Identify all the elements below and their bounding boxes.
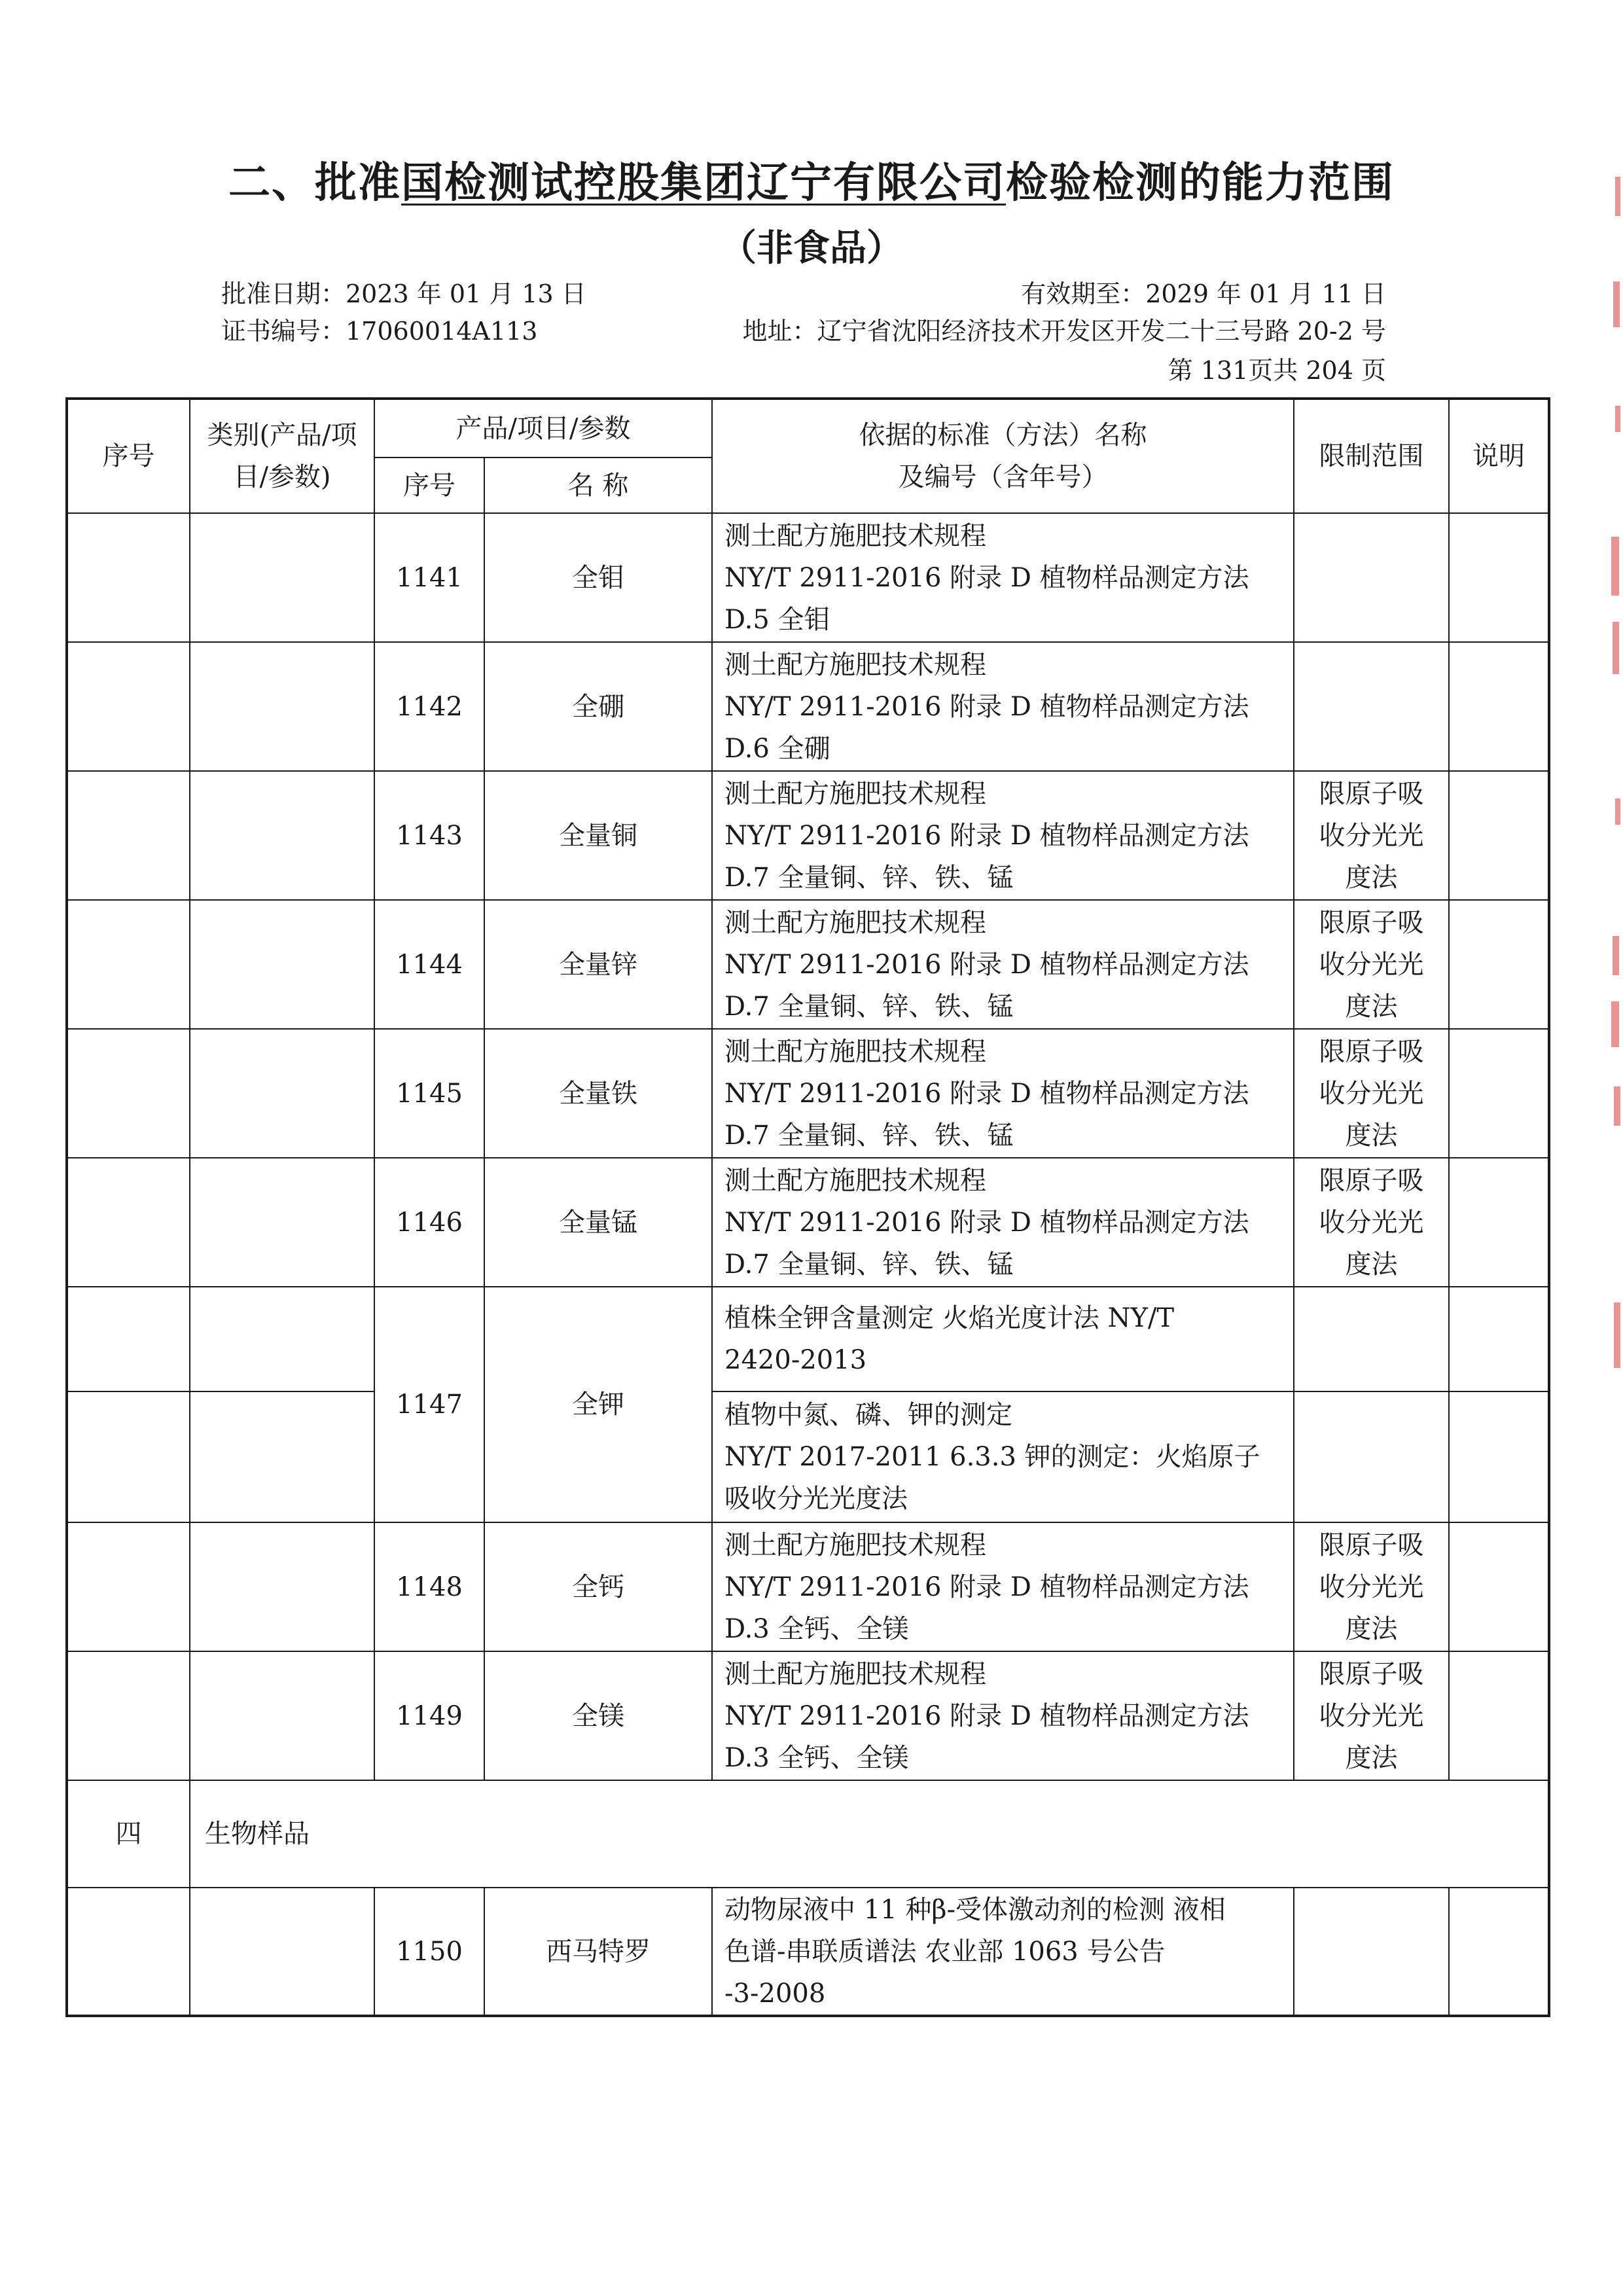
item-name: 全量铁	[484, 1029, 712, 1158]
standard-cell: 测土配方施肥技术规程 NY/T 2911-2016 附录 D 植物样品测定方法 D.3 全钙、全镁	[712, 1651, 1294, 1780]
standard-cell: 测土配方施肥技术规程 NY/T 2911-2016 附录 D 植物样品测定方法 D.7 全量铜、锌、铁、锰	[712, 1158, 1294, 1287]
standard-cell: 测土配方施肥技术规程 NY/T 2911-2016 附录 D 植物样品测定方法 D.7 全量铜、锌、铁、锰	[712, 1029, 1294, 1158]
seal-trace	[1613, 622, 1619, 674]
item-no: 1145	[374, 1029, 484, 1158]
item-name: 全钙	[484, 1522, 712, 1651]
table-row	[67, 1158, 1549, 1287]
item-no: 1144	[374, 900, 484, 1029]
table-row	[67, 1888, 1549, 2016]
standard-cell: 测土配方施肥技术规程 NY/T 2911-2016 附录 D 植物样品测定方法 D.5 全钼	[712, 513, 1294, 642]
seal-trace	[1614, 1086, 1620, 1126]
item-no: 1142	[374, 642, 484, 771]
capability-table	[65, 397, 1550, 2017]
document-subtitle: （非食品）	[720, 227, 903, 270]
limit-cell: 限原子吸 收分光光 度法	[1294, 1029, 1449, 1158]
header-product-group: 产品/项目/参数	[374, 399, 712, 457]
approval-date: 批准日期：2023 年 01 月 13 日	[221, 279, 586, 308]
item-no: 1150	[374, 1888, 484, 2016]
section-label: 生物样品	[190, 1780, 1549, 1888]
limit-cell: 限原子吸 收分光光 度法	[1294, 1522, 1449, 1651]
item-no: 1149	[374, 1651, 484, 1780]
table-row	[67, 1029, 1549, 1158]
limit-cell: 限原子吸 收分光光 度法	[1294, 1651, 1449, 1780]
standard-cell: 植物中氮、磷、钾的测定 NY/T 2017-2011 6.3.3 钾的测定：火焰原子 吸收分光光度法	[712, 1391, 1294, 1522]
limit-cell: 限原子吸 收分光光 度法	[1294, 1158, 1449, 1287]
valid-until: 有效期至：2029 年 01 月 11 日	[1021, 279, 1386, 308]
header-seq: 序号	[67, 399, 190, 513]
limit-cell: 限原子吸 收分光光 度法	[1294, 771, 1449, 900]
header-note: 说明	[1449, 399, 1549, 513]
section-seq: 四	[67, 1780, 190, 1888]
table-row	[67, 1651, 1549, 1780]
seal-trace	[1611, 1001, 1619, 1047]
item-no: 1146	[374, 1158, 484, 1287]
standard-cell: 动物尿液中 11 种β-受体激动剂的检测 液相 色谱-串联质谱法 农业部 1063 号公告 -3-2008	[712, 1888, 1294, 2016]
item-name: 全钼	[484, 513, 712, 642]
section-row	[67, 1780, 1549, 1888]
header-item-name: 名 称	[484, 457, 712, 513]
limit-cell: 限原子吸 收分光光 度法	[1294, 900, 1449, 1029]
item-name: 西马特罗	[484, 1888, 712, 2016]
standard-cell: 测土配方施肥技术规程 NY/T 2911-2016 附录 D 植物样品测定方法 D.3 全钙、全镁	[712, 1522, 1294, 1651]
seal-trace	[1614, 1302, 1620, 1368]
seal-trace	[1613, 936, 1619, 975]
seal-trace	[1613, 281, 1620, 327]
seal-trace	[1611, 537, 1619, 596]
page-number: 第 131页共 204 页	[1168, 356, 1386, 385]
header-limit: 限制范围	[1294, 399, 1449, 513]
item-name: 全镁	[484, 1651, 712, 1780]
table-row	[67, 900, 1549, 1029]
table-row	[67, 1287, 1549, 1391]
seal-trace	[1615, 406, 1620, 432]
seal-trace	[1615, 177, 1620, 216]
table-row	[67, 1522, 1549, 1651]
standard-cell: 植株全钾含量测定 火焰光度计法 NY/T 2420-2013	[712, 1287, 1294, 1391]
item-name: 全量锌	[484, 900, 712, 1029]
item-no: 1148	[374, 1522, 484, 1651]
organization-name: 国检测试控股集团辽宁有限公司	[401, 159, 1006, 207]
standard-cell: 测土配方施肥技术规程 NY/T 2911-2016 附录 D 植物样品测定方法 D.6 全硼	[712, 642, 1294, 771]
item-no: 1147	[374, 1287, 484, 1522]
header-category: 类别(产品/项目/参数)	[190, 399, 374, 513]
certificate-number: 证书编号：17060014A113	[221, 317, 538, 346]
standard-cell: 测土配方施肥技术规程 NY/T 2911-2016 附录 D 植物样品测定方法 D.7 全量铜、锌、铁、锰	[712, 900, 1294, 1029]
item-name: 全量铜	[484, 771, 712, 900]
table-row	[67, 1391, 1549, 1522]
address: 地址：辽宁省沈阳经济技术开发区开发二十三号路 20-2 号	[742, 317, 1386, 346]
table-row	[67, 771, 1549, 900]
limit-cell	[1294, 513, 1449, 642]
table-row	[67, 642, 1549, 771]
header-item-no: 序号	[374, 457, 484, 513]
seal-trace	[1615, 798, 1620, 825]
item-name: 全硼	[484, 642, 712, 771]
limit-cell	[1294, 642, 1449, 771]
item-name: 全量锰	[484, 1158, 712, 1287]
item-no: 1143	[374, 771, 484, 900]
item-no: 1141	[374, 513, 484, 642]
table-row	[67, 513, 1549, 642]
item-name: 全钾	[484, 1287, 712, 1522]
document-title: 二、批准国检测试控股集团辽宁有限公司检验检测的能力范围	[228, 159, 1395, 207]
header-standard: 依据的标准（方法）名称 及编号（含年号）	[712, 399, 1294, 513]
standard-cell: 测土配方施肥技术规程 NY/T 2911-2016 附录 D 植物样品测定方法 D.7 全量铜、锌、铁、锰	[712, 771, 1294, 900]
